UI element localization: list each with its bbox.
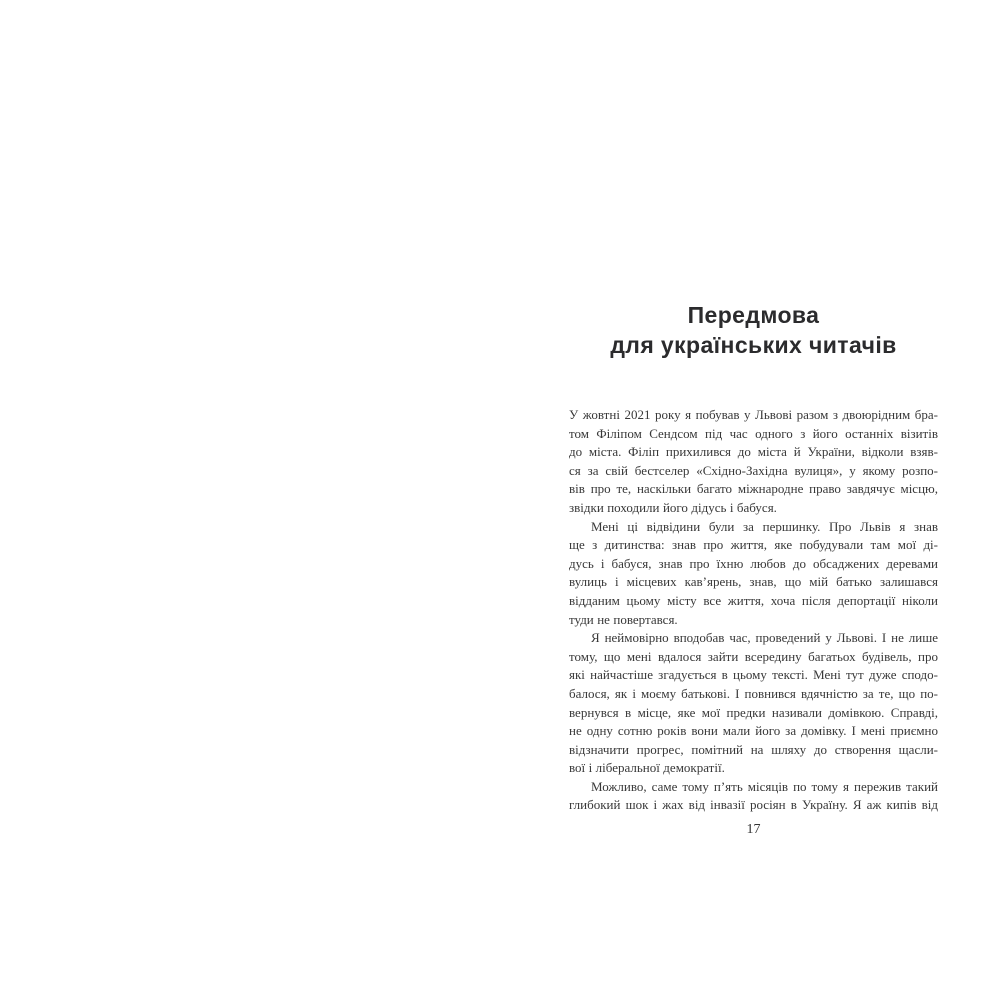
body-line: тому, що мені вдалося зайти всередину багатьох будівель, про	[569, 648, 938, 664]
body-line: які найчастіше згадується в цьому тексті. Мені тут дуже сподо-	[569, 667, 938, 683]
body-line: не одну сотню років вони мали його за домівку. І мені приємно	[569, 723, 938, 739]
body-line: ся за свій бестселер «Східно-Західна вулиця», у якому розпо-	[569, 462, 938, 478]
chapter-title-line-2: для українських читачів	[610, 332, 897, 358]
page-number: 17	[746, 822, 761, 837]
body-line: дусь і бабуся, знав про їхню любов до обсаджених деревами	[569, 555, 938, 571]
chapter-title	[569, 300, 938, 360]
body-line: вернувся в місце, яке мої предки називали домівкою. Справді,	[569, 704, 938, 720]
body-line: Можливо, саме тому п’ять місяців по тому я пережив такий	[591, 778, 938, 794]
body-line: вів про те, наскільки багато міжнародне право завдячує місцю,	[569, 481, 938, 497]
body-line: туди не повертався.	[569, 611, 678, 627]
body-line: том Філіпом Сендсом під час одного з його останніх візитів	[569, 425, 938, 441]
body-line: У жовтні 2021 року я побував у Львові разом з двоюрідним бра-	[569, 407, 938, 422]
body-line: глибокий шок і жах від інвазії росіян в Україну. Я аж кипів від	[569, 797, 938, 813]
body-line: ще з дитинства: знав про життя, яке побудували там мої ді-	[569, 537, 938, 553]
body-line: балося, як і моєму батькові. І повнився вдячністю за те, що по-	[569, 685, 938, 701]
text-column	[569, 300, 938, 815]
body-line: звідки походили його дідусь і бабуся.	[569, 499, 777, 515]
body-line: Я неймовірно вподобав час, проведений у Львові. І не лише	[591, 630, 938, 646]
body-line: вої і ліберальної демократії.	[569, 760, 725, 776]
body-line: Мені ці відвідини були за першинку. Про Львів я знав	[591, 518, 938, 534]
body-line: відданим цьому місту все життя, хоча після депортації ніколи	[569, 592, 938, 608]
body-line: до міста. Філіп прихилився до міста й України, відколи взяв-	[569, 444, 938, 460]
body-line: вулиць і місцевих кав’ярень, знав, що мій батько залишався	[569, 574, 938, 590]
chapter-title-line-1: Передмова	[687, 302, 820, 328]
body-line: відзначити прогрес, помітний на шляху до створення щасли-	[569, 741, 938, 757]
body-text	[569, 406, 938, 815]
